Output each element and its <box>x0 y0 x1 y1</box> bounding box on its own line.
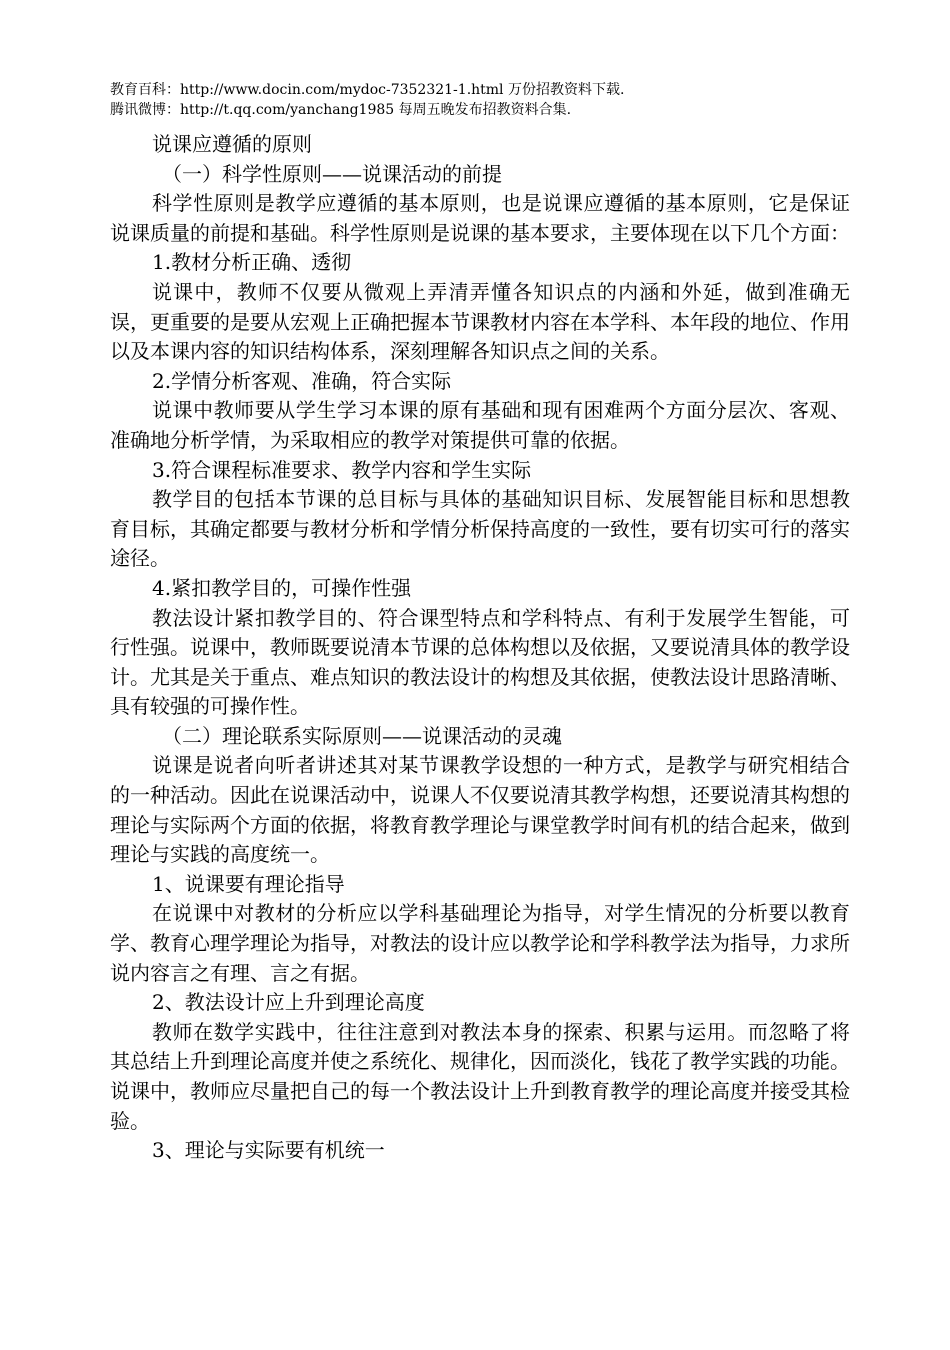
subheading: 2.学情分析客观、准确，符合实际 <box>152 368 452 393</box>
document-page <box>110 80 850 1166</box>
subheading: 4.紧扣教学目的，可操作性强 <box>152 575 412 600</box>
paragraph: 说课是说者向听者讲述其对某节课教学设想的一种方式，是教学与研究相结合的一种活动。因此在说课活动中，说课人不仅要说清其教学构想，还要说清其构想的理论与实际两个方面的依据，将教育教学理论与课堂教学时间有机的结合起来，做到理论与实践的高度统一。 <box>110 753 850 867</box>
section-heading-2: （二）理论联系实际原则——说课活动的灵魂 <box>162 723 562 748</box>
section-heading-1: （一）科学性原则——说课活动的前提 <box>162 161 502 186</box>
subheading: 1、说课要有理论指导 <box>152 871 345 896</box>
paragraph: 说课中，教师不仅要从微观上弄清弄懂各知识点的内涵和外延，做到准确无误，更重要的是要从宏观上正确把握本节课教材内容在本学科、本年段的地位、作用以及本课内容的知识结构体系，深刻理解各知识点之间的关系。 <box>110 279 850 364</box>
document-body <box>110 130 850 1166</box>
paragraph: 在说课中对教材的分析应以学科基础理论为指导，对学生情况的分析要以教育学、教育心理学理论为指导，对教法的设计应以教学论和学科教学法为指导，力求所说内容言之有理、言之有据。 <box>110 901 850 985</box>
subheading: 1.教材分析正确、透彻 <box>152 250 352 275</box>
paragraph: 教师在数学实践中，往往注意到对教法本身的探索、积累与运用。而忽略了将其总结上升到理论高度并使之系统化、规律化，因而淡化，钱花了教学实践的功能。说课中，教师应尽量把自己的每一个教法设计上升到教育教学的理论高度并接受其检验。 <box>110 1019 850 1133</box>
subheading: 3、理论与实际要有机统一 <box>152 1138 385 1163</box>
paragraph: 科学性原则是教学应遵循的基本原则，也是说课应遵循的基本原则，它是保证说课质量的前提和基础。科学性原则是说课的基本要求，主要体现在以下几个方面： <box>110 191 850 245</box>
paragraph: 教学目的包括本节课的总目标与具体的基础知识目标、发展智能目标和思想教育目标，其确定都要与教材分析和学情分析保持高度的一致性，要有切实可行的落实途径。 <box>110 487 850 571</box>
header-line-weibo: 腾讯微博：http://t.qq.com/yanchang1985 每周五晚发布招教资料合集. <box>110 102 572 118</box>
subheading: 3.符合课程标准要求、教学内容和学生实际 <box>152 457 532 482</box>
header-line-weblink: 教育百科：http://www.docin.com/mydoc-7352321-1.html 万份招教资料下载. <box>110 82 625 98</box>
paragraph: 说课中教师要从学生学习本课的原有基础和现有困难两个方面分层次、客观、准确地分析学情，为采取相应的教学对策提供可靠的依据。 <box>110 398 850 452</box>
paragraph: 教法设计紧扣教学目的、符合课型特点和学科特点、有利于发展学生智能，可行性强。说课中，教师既要说清本节课的总体构想以及依据，又要说清具体的教学设计。尤其是关于重点、难点知识的教法设计的构想及其依据，使教法设计思路清晰、具有较强的可操作性。 <box>110 605 850 719</box>
document-title: 说课应遵循的原则 <box>152 132 312 156</box>
subheading: 2、教法设计应上升到理论高度 <box>152 990 425 1015</box>
